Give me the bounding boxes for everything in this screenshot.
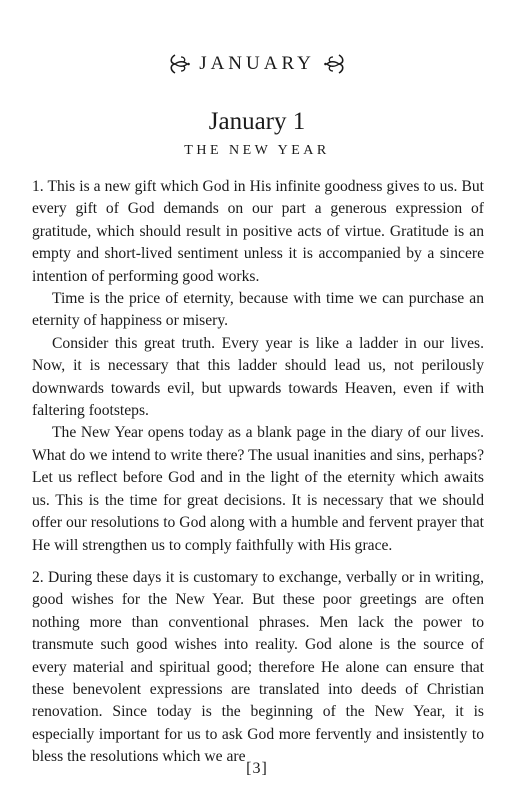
body-text [32, 176, 484, 779]
entry-title: January 1 [208, 108, 306, 135]
fleuron-right-icon [323, 52, 345, 76]
fleuron-left-icon [169, 52, 191, 76]
paragraph: Time is the price of eternity, because with time we can purchase an eternity of happiness or misery. [32, 290, 484, 330]
month-title: JANUARY [199, 53, 315, 74]
paragraph: The New Year opens today as a blank page in the diary of our lives. What do we intend to write there? The usual inanities and sins, perhaps? Let us reflect before God and in the light of the eternity which awaits us. This is the time for great decisions. It is necessary that we should offer our resolutions to God along with a humble and fervent prayer that He will strengthen us to comply faithfully with His grace. [32, 424, 484, 554]
paragraph: Consider this great truth. Every year is like a ladder in our lives. Now, it is necessary that this ladder should lead us, not perilously downwards towards evil, but upwards towards Heaven, even if with faltering footsteps. [32, 334, 484, 420]
paragraph: 2. During these days it is customary to exchange, verbally or in writing, good wishes for the New Year. But these poor greetings are often nothing more than conventional phrases. Men lack the power to transmute such good wishes into reality. God alone is the source of every material and spiritual good; therefore He alone can ensure that these benevolent expressions are translated into deeds of Christian renovation. Since today is the beginning of the New Year, it is especially important for us to ask God more fervently and insistently to bless the resolutions which we are [32, 568, 484, 766]
page-number: [3] [246, 760, 268, 777]
section-2 [32, 567, 484, 769]
entry-subtitle: THE NEW YEAR [184, 143, 330, 158]
paragraph: 1. This is a new gift which God in His infinite goodness gives to us. But every gift of God demands on our part a generous expression of gratitude, which should result in positive acts of virtue. Gratitude is an empty and short-lived sentiment unless it is accompanied by a sincere intention of performing good works. [32, 178, 484, 285]
section-1 [32, 176, 484, 557]
month-header [0, 52, 514, 76]
